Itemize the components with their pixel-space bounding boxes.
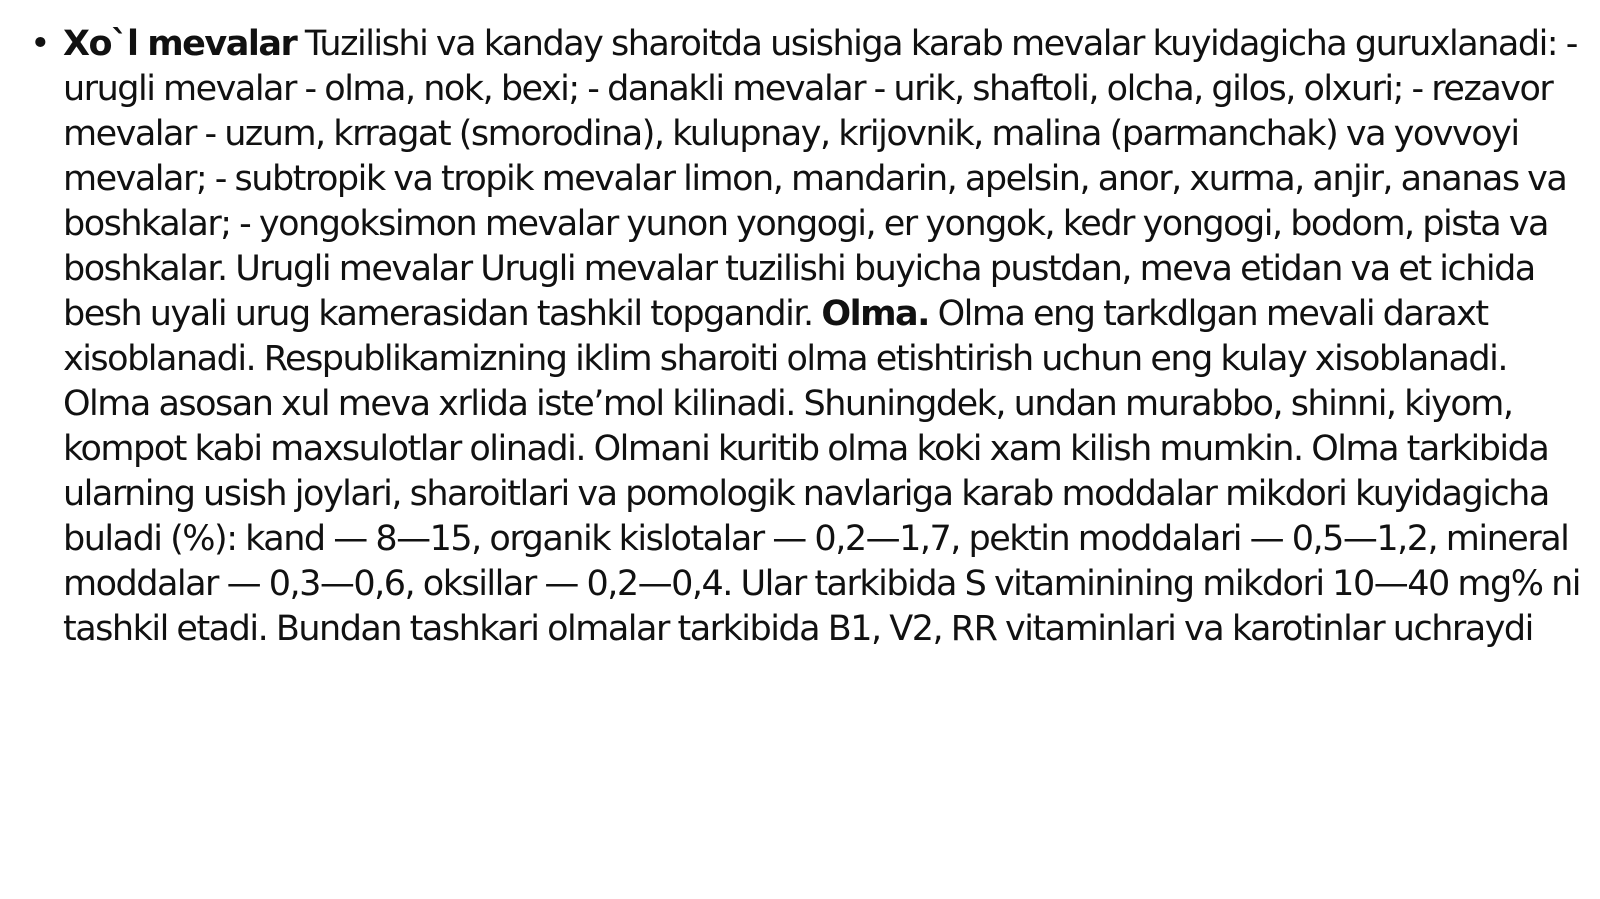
olma-label: Olma. bbox=[821, 294, 929, 334]
bullet-item bbox=[30, 22, 1580, 652]
paragraph-text-part-2: Olma eng tarkdlgan mevali daraxt xisoblanadi. Respublikamizning iklim sharoiti olma etishtirish uchun eng kulay xisoblanadi. Olma asosan xul meva xrlida iste’mol kilinadi. Shuningdek, undan murabbo, shinni, kiyom, kompot kabi maxsulotlar olinadi. Olmani kuritib olma koki xam kilish mumkin. Olma tarkibida ularning usish joylari, sharoitlari va pomologik navlariga karab moddalar mikdori kuyidagicha buladi (%): kand — 8—15, organik kislotalar — 0,2—1,7, pektin moddalari — 0,5—1,2, mineral moddalar — 0,3—0,6, oksillar — 0,2—0,4. Ular tarkibida S vitaminining mikdori 10—40 mg% ni tashkil etadi. Bundan tashkari olmalar tarkibida B1, V2, RR vitaminlari va karotinlar uchraydi bbox=[63, 294, 1580, 649]
heading-xol-mevalar: Xo`l mevalar bbox=[63, 24, 297, 64]
bullet-list bbox=[30, 22, 1580, 652]
paragraph-text-part-1: Tuzilishi va kanday sharoitda usishiga karab mevalar kuyidagicha guruxlanadi: - urugli mevalar - olma, nok, bexi; - danakli mevalar - urik, shaftoli, olcha, gilos, olxuri; - rezavor mevalar - uzum, krragat (smorodina), kulupnay, krijovnik, malina (parmanchak) va yovvoyi mevalar; - subtropik va tropik mevalar limon, mandarin, apelsin, anor, xurma, anjir, ananas va boshkalar; - yongoksimon mevalar yunon yongogi, er yongok, kedr yongogi, bodom, pista va boshkalar. Urugli mevalar Urugli mevalar tuzilishi buyicha pustdan, meva etidan va et ichida besh uyali urug kamerasidan tashkil topgandir. bbox=[63, 24, 1577, 334]
bullet-dot-icon: • bbox=[30, 24, 50, 64]
